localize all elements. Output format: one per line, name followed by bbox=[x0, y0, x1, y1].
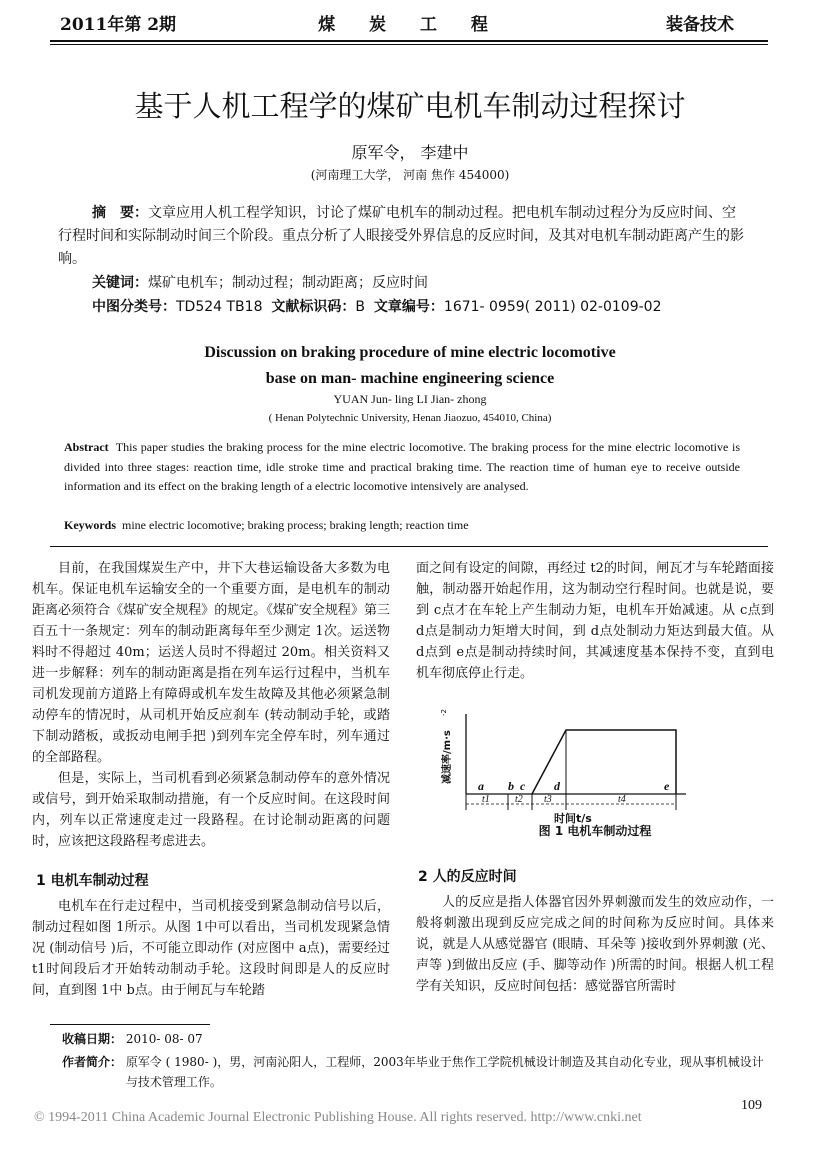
right-column-lower bbox=[416, 892, 774, 997]
abstract-en bbox=[64, 438, 740, 497]
point-labels bbox=[478, 779, 670, 793]
point-label: a bbox=[478, 779, 484, 793]
section-heading-2: 2 人的反应时间 bbox=[418, 869, 517, 885]
interval-label: t1 bbox=[482, 794, 490, 805]
header-rule-thin bbox=[50, 44, 768, 45]
doc-code-value: B bbox=[355, 299, 365, 315]
paper-title: 基于人机工程学的煤矿电机车制动过程探讨 bbox=[134, 89, 686, 123]
left-column-lower bbox=[32, 896, 390, 1001]
section-rule bbox=[50, 546, 768, 547]
received-date bbox=[62, 1030, 203, 1047]
abstract-cn bbox=[58, 202, 748, 271]
figure-caption: 图 1 电机车制动过程 bbox=[538, 824, 652, 838]
english-title-line1: Discussion on braking procedure of mine electric locomotive bbox=[204, 344, 616, 361]
paper-authors: 原军令， 李建中 bbox=[351, 143, 469, 162]
journal-name: 煤 炭 工 程 bbox=[318, 15, 502, 35]
point-label: b bbox=[508, 779, 514, 793]
clc-label: 中图分类号： bbox=[92, 299, 176, 315]
english-title bbox=[0, 340, 820, 392]
keywords-en-text: mine electric locomotive; braking process; braking length; reaction time bbox=[122, 518, 469, 532]
body-paragraph: 目前，在我国煤炭生产中，井下大巷运输设备大多数为电机车。保证电机车运输安全的一个重要方面，是电机车的制动距离必须符合《煤矿安全规程》的规定。《煤矿安全规程》第三百五十一条规定：列车的制动距离每年至少测定 1次。运送物料时不得超过 40m；运送人员时不得超过 20m。相关资料又进一步解释：列车的制动距离是指在列车运行过程中，当机车司机发现前方道路上有障碍或机车发生故障及其他必须紧急制动停车的情况时，从司机开始反应刹车 (转动制动手轮，或踏下制动踏板，或扳动电闸手把 )到列车完全停车时，列车通过的全部路程。 bbox=[32, 561, 390, 765]
abstract-en-text: This paper studies the braking process for the mine electric locomotive. The braking process for the mine electric locomotive is divided into three stages: reaction time, idle stroke time and practical braking time. The reaction time of human eye to receive outside information and its effect on the braking length of a electric locomotive intensively are analysed. bbox=[64, 440, 740, 493]
abstract-en-label: Abstract bbox=[64, 440, 109, 454]
point-label: e bbox=[664, 779, 670, 793]
interval-label: t4 bbox=[618, 794, 626, 805]
y-axis-label-group bbox=[440, 709, 453, 784]
author-intro-label: 作者简介： bbox=[62, 1055, 123, 1069]
abstract-cn-label: 摘 要： bbox=[92, 205, 148, 221]
paper-affiliation: (河南理工大学， 河南 焦作 454000) bbox=[310, 168, 510, 182]
received-value: 2010- 08- 07 bbox=[125, 1032, 203, 1046]
journal-issue: 2011年第 2期 bbox=[60, 15, 177, 35]
copyright-notice: © 1994-2011 China Academic Journal Electronic Publishing House. All rights reserved. http://www.cnki.net bbox=[34, 1110, 642, 1125]
body-paragraph: 但是，实际上，当司机看到必须紧急制动停车的意外情况或信号，到开始采取制动措施，有一个反应时间。在这段时间内，列车以正常速度走过一段路程。在讨论制动距离的问题时，应该把这段路程考虑进去。 bbox=[32, 771, 390, 849]
right-column bbox=[416, 558, 774, 684]
section-name: 装备技术 bbox=[666, 15, 734, 35]
body-paragraph: 人的反应是指人体器官因外界刺激而发生的效应动作，一般将刺激出现到反应完成之间的时间称为反应时间。具体来说，就是人从感觉器官 (眼睛、耳朵等 )接收到外界刺激 (光、声等 )到做出反应 (手、脚等动作 )所需的时间。根据人机工程学有关知识，反应时间包括：感觉器官所需时 bbox=[416, 895, 774, 994]
left-column bbox=[32, 558, 390, 852]
interval-label: t2 bbox=[515, 794, 523, 805]
english-title-line2: base on man- machine engineering science bbox=[265, 370, 555, 387]
abstract-cn-text: 文章应用人机工程学知识，讨论了煤矿电机车的制动过程。把电机车制动过程分为反应时间、空行程时间和实际制动时间三个阶段。重点分析了人眼接受外界信息的反应时间，及其对电机车制动距离产生的影响。 bbox=[58, 205, 744, 267]
header-rule bbox=[50, 40, 768, 42]
keywords-en bbox=[64, 518, 740, 533]
english-authors: YUAN Jun- ling LI Jian- zhong bbox=[333, 392, 487, 406]
point-label: c bbox=[520, 779, 526, 793]
keywords-cn bbox=[92, 272, 752, 295]
classification-line bbox=[92, 296, 772, 319]
english-affiliation: ( Henan Polytechnic University, Henan Jiaozuo, 454010, China) bbox=[268, 412, 552, 424]
received-label: 收稿日期： bbox=[62, 1032, 123, 1046]
y-axis-label-exponent: -2 bbox=[440, 709, 448, 716]
interval-labels bbox=[482, 794, 626, 805]
body-paragraph: 面之间有设定的间隙，再经过 t2的时间，闸瓦才与车轮踏面接触，制动器开始起作用，这为制动空行程时间。也就是说，要到 c点才在车轮上产生制动力矩，电机车开始减速。从 c点到 d点是制动力矩增大时间，到 d点处制动力矩达到最大值。从 d点到 e点是制动持续时间，其减速度基本保持不变，直到电机车彻底停止行走。 bbox=[416, 561, 774, 681]
keywords-cn-text: 煤矿电机车；制动过程；制动距离；反应时间 bbox=[148, 275, 428, 291]
section-heading-1: 1 电机车制动过程 bbox=[36, 873, 149, 889]
article-no-label: 文章编号： bbox=[373, 299, 444, 315]
doc-code-label: 文献标识码： bbox=[271, 299, 356, 315]
article-no-value: 1671- 0959( 2011) 02-0109-02 bbox=[443, 299, 662, 315]
author-intro bbox=[62, 1052, 774, 1092]
y-axis-label: 减速率/m·s bbox=[442, 730, 453, 784]
diagram-axes bbox=[466, 714, 686, 794]
keywords-cn-label: 关键词： bbox=[92, 275, 148, 291]
footnote-rule bbox=[50, 1024, 210, 1025]
author-intro-text: 原军令 ( 1980- )，男，河南沁阳人，工程师，2003年毕业于焦作工学院机械设计制造及其自动化专业，现从事机械设计与技术管理工作。 bbox=[125, 1055, 764, 1089]
point-label: d bbox=[554, 779, 560, 793]
x-axis-label: 时间t/s bbox=[554, 812, 592, 825]
page-number: 109 bbox=[741, 1098, 762, 1113]
body-paragraph: 电机车在行走过程中，当司机接受到紧急制动信号以后，制动过程如图 1所示。从图 1中可以看出，当司机发现紧急情况 (制动信号 )后，不可能立即动作 (对应图中 a点)，需要经过 t1时间段后才开始转动制动手轮。这段时间即是人的反应时间，直到图 1中 b点。由于闸瓦与车轮踏 bbox=[32, 899, 390, 998]
interval-label: t3 bbox=[544, 794, 552, 805]
interval-dividers bbox=[466, 730, 676, 810]
clc-value: TD524 TB18 bbox=[176, 299, 263, 315]
keywords-en-label: Keywords bbox=[64, 518, 116, 532]
